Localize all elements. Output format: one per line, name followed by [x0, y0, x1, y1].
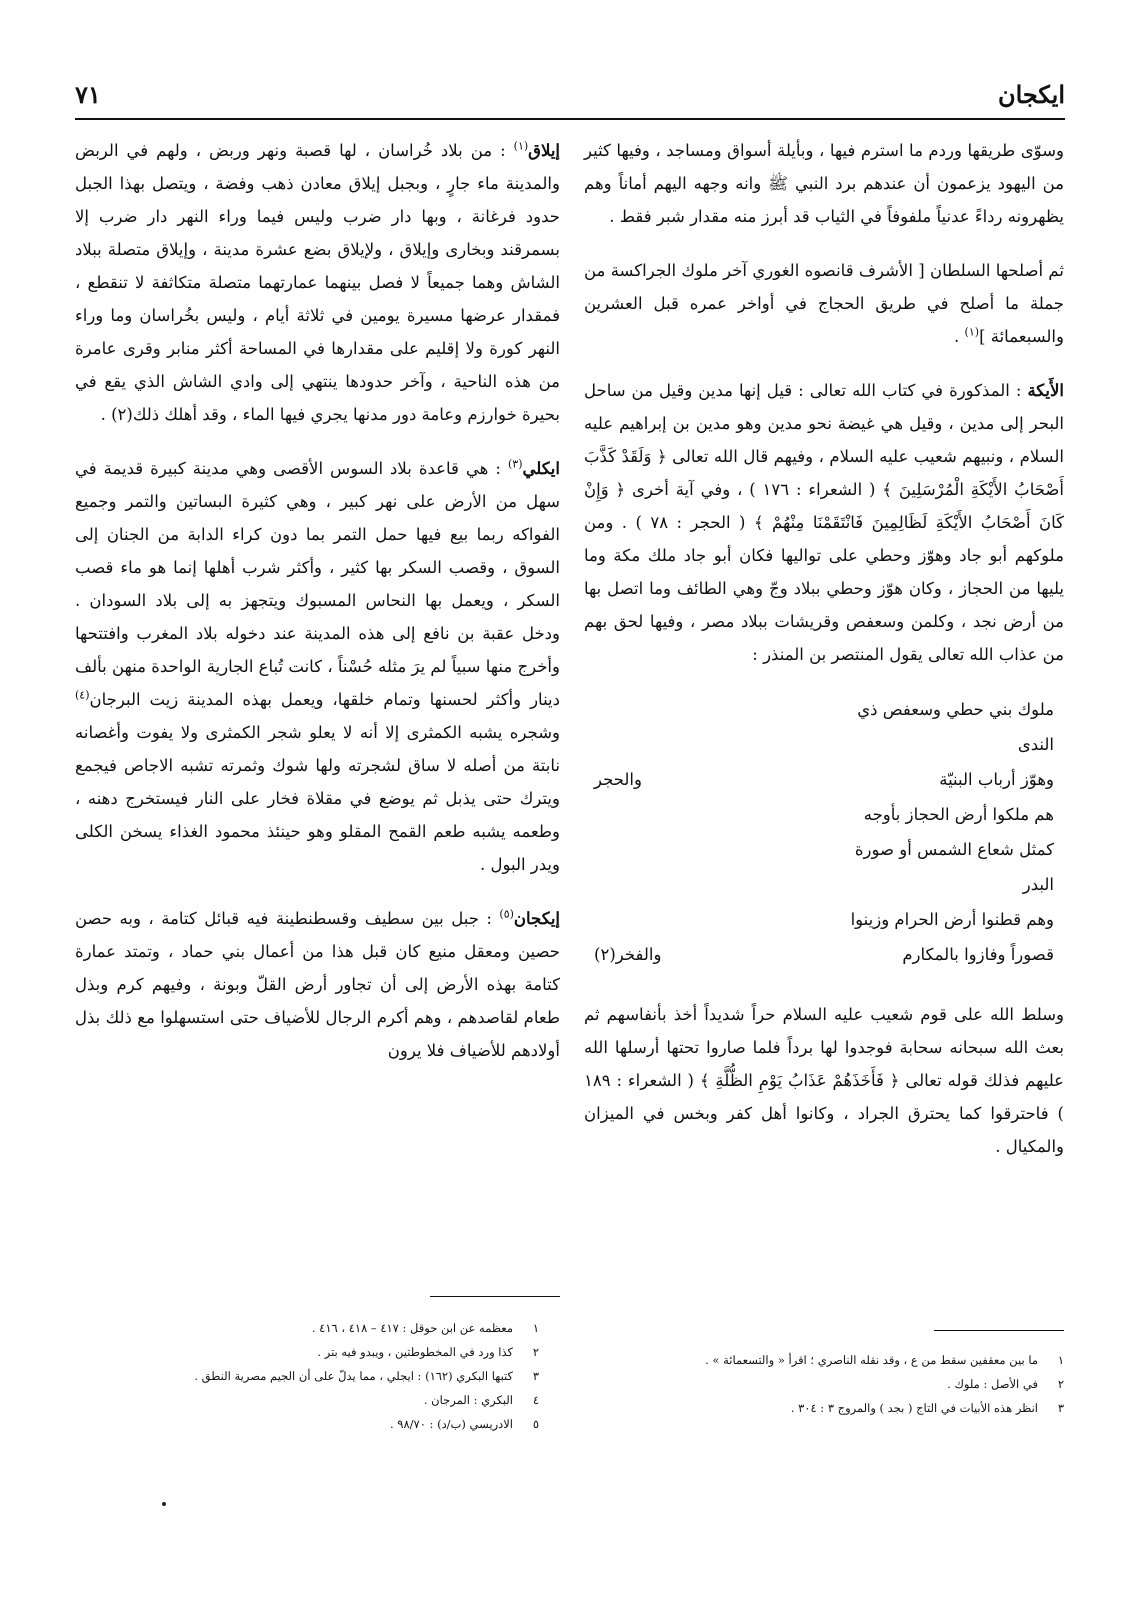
entry-heading: إيكجان: [513, 909, 560, 928]
footnote: ٢ في الأصل : ملوك .: [947, 1377, 1064, 1391]
footnote: ٢ كذا ورد في المخطوطتين ، ويبدو فيه بتر .: [317, 1345, 539, 1359]
footnotes-left: [54, 1316, 539, 1436]
footnote: ٤ البكري : المرجان .: [423, 1393, 539, 1407]
footnote-ref: (١): [513, 139, 529, 153]
poem-line: ملوك بني حطي وسعفص ذي الندى: [857, 700, 1054, 754]
footnote: ١ معظمه عن ابن حوقل : ٤١٧ – ٤١٨ ، ٤١٦ .: [311, 1321, 539, 1335]
footnotes-right: [594, 1348, 1064, 1420]
footnote-ref: (١): [964, 325, 980, 339]
paragraph-punishment: وسلط الله على قوم شعيب عليه السلام حراً شديداً أخذ بأنفاسهم ثم بعث الله سبحانه سحابة فوجدوا لها برداً فلما صاروا تحتها أرسلها الله عليهم فذلك قوله تعالى ﴿ فَأَخَذَهُمْ عَذَابُ يَوْمِ الظُّلَّةِ ﴾ ( الشعراء : ١٨٩ ) فاحترقوا كما يحترق الجراد ، وكانوا أهل كفر وبخس في الميزان والمكيال .: [584, 1005, 1064, 1156]
entry-heading: الأَيكة: [1027, 381, 1064, 400]
entry-ikli: ايكلي$^{(٣)}$ : هي قاعدة بلاد السوس الأقصى وهي مدينة كبيرة قديمة في سهل من الأرض على نهر كبير ، وهي كثيرة البساتين والتمر وجميع الفواكه ربما بيع فيها حمل التمر بما دون كراء الدابة من الجنان إلى السوق ، وقصب السكر بها كثير ، وأكثر شرب أهلها إنما هو ماء قصب السكر ، ويعمل بها النحاس المسبوك ويتجهز به إلى بلاد السودان . ودخل عقبة بن نافع إلى هذه المدينة عند دخوله بلاد المغرب وافتتحها وأخرج منها سبياً لم يرَ مثله حُسْناً ، كانت تُباع الجارية الواحدة منهن بألف دينار وأكثر لحسنها وتمام خلقها، ويعمل بهذه المدينة زيت البرجان$^{(٤)}$ وشجره يشبه الكمثرى إلا أنه لا يعلو شجر الكمثرى ولا يفوت وأغصانه نابتة من أصله لا ساق لشجرته ولها شوك وثمرته تشبه الاجاص فيجمع ويترك حتى يذبل ثم يوضع في مقلاة فخار على النار فيستخرج دهنه ، وطعمه يشبه طعم القمح المقلو وهو حينئذ محمود الغذاء يسخن الكلى ويدر البول .: [75, 457, 560, 874]
running-title: ايكجان: [997, 80, 1065, 109]
poem-line: قصوراً وفازوا بالمكارم والفخر(٢): [594, 945, 1054, 964]
right-column: [584, 134, 1064, 1184]
entry-al-ayka: الأَيكة : المذكورة في كتاب الله تعالى : قيل إنها مدين وقيل من ساحل البحر إلى مدين ، وقيل هي غيضة نحو مدين وهو مدين بن إبراهيم عليه السلام ، ونبيهم شعيب عليه السلام ، وفيهم قال الله تعالى ﴿ وَلَقَدْ كَذَّبَ أَصْحَابُ الأَيْكَةِ الْمُرْسَلِينَ ﴾ ( الشعراء : ١٧٦ ) ، وفي آية أخرى ﴿ وَإِنْ كَانَ أَصْحَابُ الأَيْكَةِ لَظَالِمِينَ فَانْتَقَمْنَا مِنْهُمْ ﴾ ( الحجر : ٧٨ ) . ومن ملوكهم أبو جاد وهوّز وحطي على تواليها فكان أبو جاد ملك مكة وما يليها من الحجاز ، وكان هوّز وحطي ببلاد وجّ وهي الطائف وما اتصل بها من أرض نجد ، وكلمن وسعفص وقريشات ببلاد مصر ، وفيها لحق بهم من عذاب الله تعالى يقول المنتصر بن المنذر :: [584, 381, 1064, 664]
footnote-ref: (٤): [75, 688, 90, 702]
left-column: [75, 134, 560, 1088]
page-number: ٧١: [75, 80, 101, 109]
running-header: [75, 78, 1065, 120]
footnote: ٥ الادريسي (ب/د) : ٩٨/٧٠ .: [389, 1417, 539, 1431]
poem-line: وهم قطنوا أرض الحرام وزينوا: [850, 910, 1054, 929]
entry-ikjan: إيكجان$^{(٥)}$ : جبل بين سطيف وقسطنطينة فيه قبائل كتامة ، وبه حصن حصين ومعقل منيع كان قبل هذا من أعمال بني حماد ، وتمتد عمارة كتامة بهذه الأرض إلى أن تجاور أرض القلّ وبونة ، وفيهم كرم وبذل طعام لقاصدهم ، وهم أكرم الرجال للأضياف حتى استسهلوا مع ذلك بذل أولادهم للأضياف فلا يرون: [75, 907, 560, 1060]
footnote-ref: (٣): [507, 457, 523, 471]
paragraph-ayla-cont: وسوّى طريقها وردم ما استرم فيها ، وبأيلة أسواق ومساجد ، وفيها كثير من اليهود يزعمون أن عندهم برد النبي ﷺ وانه وجهه اليهم أماناً وهم يظهرونه رداءً عدنياً ملفوفاً في الثياب قد أبرز منه مقدار شبر فقط .: [584, 141, 1064, 226]
footnote: ٣ انظر هذه الأبيات في التاج ( بجد ) والمروج ٣ : ٣٠٤ .: [790, 1401, 1064, 1415]
footnote-rule-right: [934, 1330, 1064, 1331]
scan-speck: [162, 1502, 166, 1506]
footnote-ref: (٥): [499, 907, 514, 921]
footnote-rule-left: [430, 1296, 560, 1297]
footnote: ١ ما بين معقفين سقط من ع ، وقد نقله الناصري ؛ اقرأ « والتسعمائة » .: [705, 1353, 1064, 1367]
entry-ilaq: إيلاق$^{(١)}$ : من بلاد خُراسان ، لها قصبة ونهر وربض ، ولهم في الربض والمدينة ماء جارٍ ، وبجبل إيلاق معادن ذهب وفضة ، ويتصل بهذا الجبل حدود فرغانة ، وبها دار ضرب وليس فيما وراء النهر دار ضرب إلا بسمرقند وبخارى وإيلاق ، ولإيلاق بضع عشرة مدينة ، وإيلاق متصلة ببلاد الشاش وهما جميعاً لا فصل بينهما عمارتهما متصلة متكاثفة لا تنقطع ، فمقدار عرضها مسيرة يومين في ثلاثة أيام ، وليس بخُراسان وما وراء النهر كورة ولا إقليم على مقدارها في المساحة أكثر منابر وقرى عامرة من هذه الناحية ، وآخر حدودها ينتهي إلى وادي الشاش الذي يقع في بحيرة خوارزم وعامة دور مدنها يجري فيها الماء ، وقد أهلك ذلك(٢) .: [75, 139, 560, 424]
poem: [584, 692, 1064, 972]
poem-line: كمثل شعاع الشمس أو صورة البدر: [854, 840, 1054, 894]
poem-line: هم ملكوا أرض الحجاز بأوجه: [863, 805, 1054, 824]
entry-heading: ايكلي: [522, 459, 560, 478]
footnote: ٣ كتبها البكري (١٦٢) : ايجلي ، مما يدلّ على أن الجيم مصرية النطق .: [194, 1369, 539, 1383]
paragraph-restoration: ثم أصلحها السلطان [ الأشرف قانصوه الغوري آخر ملوك الجراكسة من جملة ما أصلح في طريق الحجاج في أواخر عمره قبل العشرين والسبعمائة ]$^{(١)}$ .: [584, 261, 1064, 346]
entry-heading: إيلاق: [528, 141, 560, 160]
poem-line: وهوّز أرباب البنيّة والحجر: [594, 770, 1054, 789]
